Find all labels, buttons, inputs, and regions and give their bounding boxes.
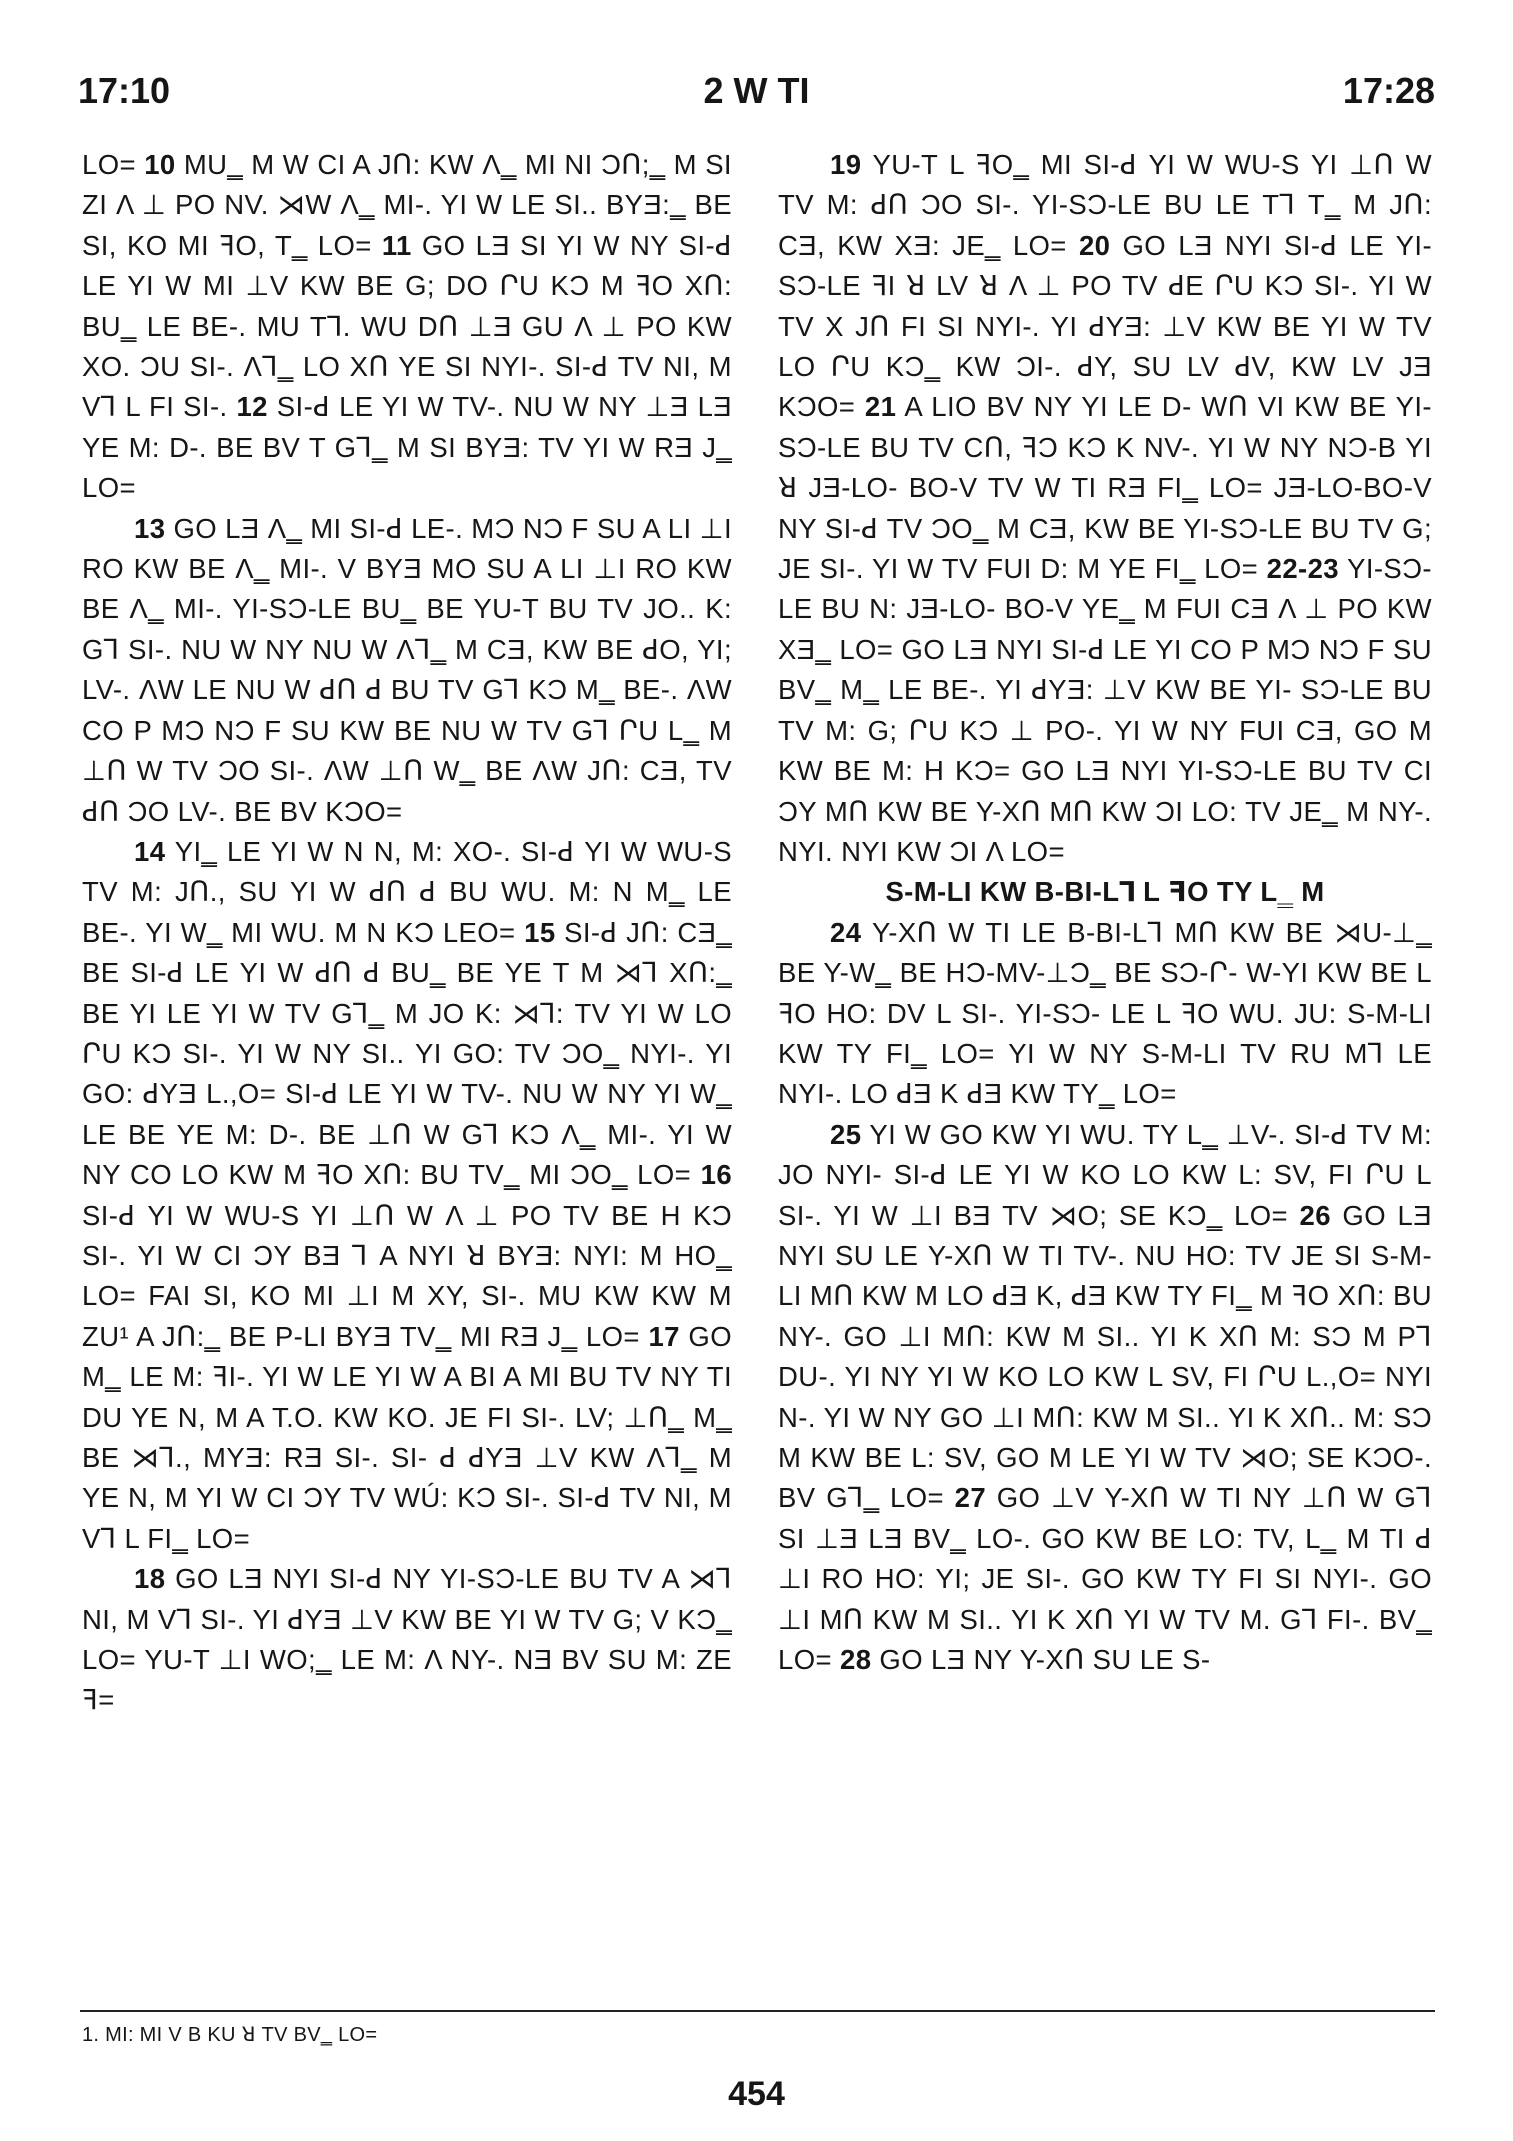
paragraph: 19 YU-T L ꟻO‗ MI SI-ꓒ YI W WU-S YI ⊥Ո W TV M: ꓒՈ ƆO SI-. YI-SƆ-LE BU LE Tꓶ T‗ M JՈ: CƎ, KW XƎ: JE‗ LO= 20 GO LƎ NYI SI-ꓒ LE YI-SƆ-LE ꟻI ꓤ LV ꓤ Λ ⊥ PO TV ꓒE ՐU KƆ SI-. YI W TV X JՈ FI SI NYI-. YI ꓒYƎ: ⊥V KW BE YI W TV LO ՐU KƆ‗ KW ƆI-. ꓒY, SU LV ꓒV, KW LV JƎ KƆO= 21 A LIO BV NY YI LE D- WՈ VI KW BE YI-SƆ-LE BU TV CՈ, ꟻƆ KƆ K NV-. YI W NY NƆ-B YI ꓤ JƎ-LO- BO-V TV W TI RƎ FI‗ LO= JƎ-LO-BO-V NY SI-ꓒ TV ƆO‗ M CƎ, KW BE YI-SƆ-LE BU TV G; JE SI-. YI W TV FUI D: M YE FI‗ LO= 22-23 YI-SƆ-LE BU N: JƎ-LO- BO-V YE‗ M FUI CƎ Λ ⊥ PO KW XƎ‗ LO= GO LƎ NYI SI-ꓒ LE YI CO P MƆ NƆ F SU BV‗ M‗ LE BE-. YI ꓒYƎ: ⊥V KW BE YI- SƆ-LE BU TV M: G; ՐU KƆ ⊥ PO-. YI W NY FUI CƎ, GO M KW BE M: H KƆ= GO LƎ NYI YI-SƆ-LE BU TV CI ƆY MՈ KW BE Y-XՈ MՈ KW ƆI LO: TV JE‗ M NY-. NYI. NYI KW ƆI Λ LO= xyxy=(778,149,1433,867)
header-reference-end: 17:28 xyxy=(1342,70,1435,111)
verse-number: 16 xyxy=(700,1159,733,1191)
verse-number: 24 xyxy=(830,916,862,948)
running-header xyxy=(78,70,1435,122)
verse-number: 12 xyxy=(236,391,268,423)
verse-number: 15 xyxy=(524,916,556,948)
paragraph: 25 YI W GO KW YI WU. TY L‗ ⊥V-. SI-ꓒ TV M: JO NYI- SI-ꓒ LE YI W KO LO KW L: SV, FI ՐU L SI-. YI W ⊥I BƎ TV ⋊O; SE KƆ‗ LO= 26 GO LƎ NYI SU LE Y-XՈ W TI TV-. NU HO: TV JE SI S-M-LI MՈ KW M LO ꓒƎ K, ꓒƎ KW TY FI‗ M ꟻO XՈ: BU NY-. GO ⊥I MՈ: KW M SI.. YI K XՈ M: SƆ M Pꓶ DU-. YI NY YI W KO LO KW L SV, FI ՐU L.,O= NYI N-. YI W NY GO ⊥I MՈ: KW M SI.. YI K XՈ.. M: SƆ M KW BE L: SV, GO M LE YI W TV ⋊O; SE KƆO-. BV Gꓶ‗ LO= 27 GO ⊥V Y-XՈ W TI NY ⊥Ո W Gꓶ SI ⊥Ǝ LƎ BV‗ LO-. GO KW BE LO: TV, L‗ M TI ꓒ ⊥I RO HO: YI; JE SI-. GO KW TY FI SI NYI-. GO ⊥I MՈ KW M SI.. YI K XՈ YI W TV M. Gꓶ FI-. BV‗ LO= 28 GO LƎ NY Y-XՈ SU LE S- xyxy=(778,1118,1433,1676)
section-heading: S-M-LI KW B-BI-Lꓶ L ꟻO TY L‗ M xyxy=(885,876,1325,908)
paragraph: 13 GO LƎ Λ‗ MI SI-ꓒ LE-. MƆ NƆ F SU A LI ⊥I RO KW BE Λ‗ MI-. V BYƎ MO SU A LI ⊥I RO KW BE Λ‗ MI-. YI-SƆ-LE BU‗ BE YU-T BU TV JO.. K: Gꓶ SI-. NU W NY NU W Λꓶ‗ M CƎ, KW BE ꓒO, YI; LV-. ΛW LE NU W ꓒՈ ꓒ BU TV Gꓶ KƆ M‗ BE-. ΛW CO P MƆ NƆ F SU KW BE NU W TV Gꓶ ՐU L‗ M ⊥Ո W TV ƆO SI-. ΛW ⊥Ո W‗ BE ΛW JՈ: CƎ, TV ꓒՈ ƆO LV-. BE BV KƆO= xyxy=(82,512,732,827)
left-column xyxy=(82,145,732,1721)
right-column xyxy=(778,145,1432,1680)
paragraph: 14 YI‗ LE YI W N N, M: XO-. SI-ꓒ YI W WU-S TV M: JՈ., SU YI W ꓒՈ ꓒ BU WU. M: N M‗ LE BE-. YI W‗ MI WU. M N KƆ LEO= 15 SI-ꓒ JՈ: CƎ‗ BE SI-ꓒ LE YI W ꓒՈ ꓒ BU‗ BE YE T M ⋊ꓶ XՈ:‗ BE YI LE YI W TV Gꓶ‗ M JO K: ⋊ꓶ: TV YI W LO ՐU KƆ SI-. YI W NY SI.. YI GO: TV ƆO‗ NYI-. YI GO: ꓒYƎ L.,O= SI-ꓒ LE YI W TV-. NU W NY YI W‗ LE BE YE M: D-. BE ⊥Ո W Gꓶ KƆ Λ‗ MI-. YI W NY CO LO KW M ꟻO XՈ: BU TV‗ MI ƆO‗ LO= 16 SI-ꓒ YI W WU-S YI ⊥Ո W Λ ⊥ PO TV BE H KƆ SI-. YI W CI ƆY BƎ ꓶ A NYI ꓤ BYƎ: NYI: M HO‗ LO= FAI SI, KO MI ⊥I M XY, SI-. MU KW KW M ZU¹ A JՈ:‗ BE P-LI BYƎ TV‗ MI RƎ J‗ LO= 17 GO M‗ LE M: ꟻI-. YI W LE YI W A BI A MI BU TV NY TI DU YE N, M A T.O. KW KO. JE FI SI-. LV; ⊥Ո‗ M‗ BE ⋊ꓶ., MYƎ: RƎ SI-. SI- ꓒ ꓒYƎ ⊥V KW Λꓶ‗ M YE N, M YI W CI ƆY TV WÚ: KƆ SI-. SI-ꓒ TV NI, M Vꓶ L FI‗ LO= xyxy=(82,835,733,1554)
verse-number: 20 xyxy=(1078,229,1111,261)
verse-number: 13 xyxy=(134,512,166,544)
footnote-divider xyxy=(80,2010,1435,2012)
verse-number: 19 xyxy=(830,149,862,180)
verse-number: 27 xyxy=(954,1482,987,1514)
verse-number: 18 xyxy=(134,1563,166,1595)
verse-number: 10 xyxy=(144,149,176,180)
header-book-title: 2 W TI xyxy=(703,70,810,111)
paragraph: LO= 10 MU‗ M W CI A JՈ: KW Λ‗ MI NI ƆՈ;‗ M SI ZI Λ ⊥ PO NV. ⋊W Λ‗ MI-. YI W LE SI.. BYƎ:‗ BE SI, KO MI ꟻO, T‗ LO= 11 GO LƎ SI YI W NY SI-ꓒ LE YI W MI ⊥V KW BE G; DO ՐU KƆ M ꟻO XՈ: BU‗ LE BE-. MU Tꓶ. WU DՈ ⊥Ǝ GU Λ ⊥ PO KW XO. ƆU SI-. Λꓶ‗ LO XՈ YE SI NYI-. SI-ꓒ TV NI, M Vꓶ L FI SI-. 12 SI-ꓒ LE YI W TV-. NU W NY ⊥Ǝ LƎ YE M: D-. BE BV T Gꓶ‗ M SI BYƎ: TV YI W RƎ J‗ LO= xyxy=(82,149,733,504)
verse-number: 11 xyxy=(381,229,412,261)
page-number: 454 xyxy=(728,2075,785,2113)
verse-number: 21 xyxy=(864,391,897,423)
verse-number: 14 xyxy=(134,835,166,867)
paragraph: 18 GO LƎ NYI SI-ꓒ NY YI-SƆ-LE BU TV A ⋊ꓶ NI, M Vꓶ SI-. YI ꓒYƎ ⊥V KW BE YI W TV G; V KƆ‗ LO= YU-T ⊥I WO;‗ LE M: Λ NY-. NƎ BV SU M: ZE ꟻ= xyxy=(82,1563,733,1716)
paragraph: 24 Y-XՈ W TI LE B-BI-Lꓶ MՈ KW BE ⋊U-⊥‗ BE Y-W‗ BE HƆ-MV-⊥Ɔ‗ BE SƆ-Ր- W-YI KW BE L ꟻO HO: DV L SI-. YI-SƆ- LE L ꟻO WU. JU: S-M-LI KW TY FI‗ LO= YI W NY S-M-LI TV RU Mꓶ LE NYI-. LO ꓒƎ K ꓒƎ KW TY‗ LO= xyxy=(778,916,1433,1110)
verse-number: 22-23 xyxy=(1266,553,1339,585)
verse-number: 25 xyxy=(830,1118,862,1150)
footnote: 1. MI: MI V B KU ꓤ TV BV‗ LO= xyxy=(82,2024,378,2046)
verse-number: 28 xyxy=(840,1644,872,1676)
verse-number: 26 xyxy=(1299,1199,1331,1231)
header-reference-start: 17:10 xyxy=(78,70,171,111)
verse-number: 17 xyxy=(648,1320,680,1352)
